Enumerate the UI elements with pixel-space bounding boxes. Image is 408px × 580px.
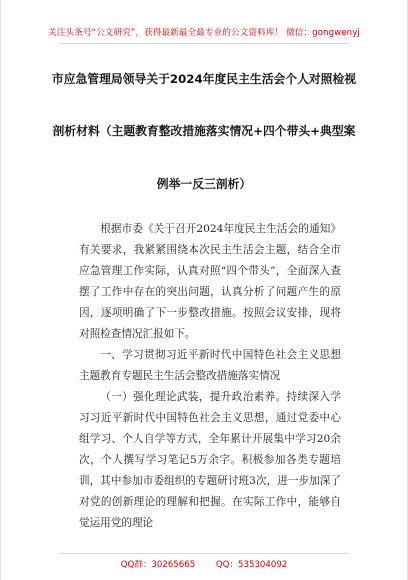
header-divider <box>59 43 349 44</box>
footer-contact <box>1 558 407 570</box>
body-paragraph-section-heading <box>79 345 341 387</box>
paragraph-text: （一）强化理论武装，提升政治素养。持续深入学习习近平新时代中国特色社会主义思想，通过党委中心组学习、个人自学等方式，全年累计开展集中学习20余次，个人撰写学习笔记5万余字。积极参加各类专题培训，其中参加市委组织的专题研讨班3次，进一步加深了对党的创新理论的理解和把握。在实际工作中，能够自觉运用党的理论 <box>79 391 341 529</box>
document-title-line-2: 剖析材料（主题教育整改措施落实情况+四个带头+典型案 <box>52 124 356 138</box>
footer-qq-group: QQ群：30265665 <box>120 560 196 570</box>
document-title-line-3: 例举一反三剖析） <box>156 177 252 191</box>
paragraph-text: 根据市委《关于召开2024年度民主生活会的通知》有关要求，我紧紧围绕本次民主生活会主题，结合全市应急管理工作实际，认真对照“四个带头”，全面深入查摆了工作中存在的突出问题，认真分析了问题产生的原因，逐项明确了下一步整改措施。按照会议安排，现将对照检查情况汇报如下。 <box>79 223 341 340</box>
body-paragraph-subsection <box>79 387 341 534</box>
footer-qq-number: QQ：535304092 <box>215 560 288 570</box>
paragraph-text: 一、学习贯彻习近平新时代中国特色社会主义思想主题教育专题民主生活会整改措施落实情况 <box>79 349 341 382</box>
body-paragraph-intro <box>79 219 341 345</box>
footer-divider <box>59 553 349 554</box>
header-banner: 关注头条号“公文研究”，获得最新最全最专业的公文资料库！ 微信：gongwenyj <box>48 28 360 38</box>
document-title-line-1: 市应急管理局领导关于2024年度民主生活会个人对照检视 <box>51 72 357 86</box>
